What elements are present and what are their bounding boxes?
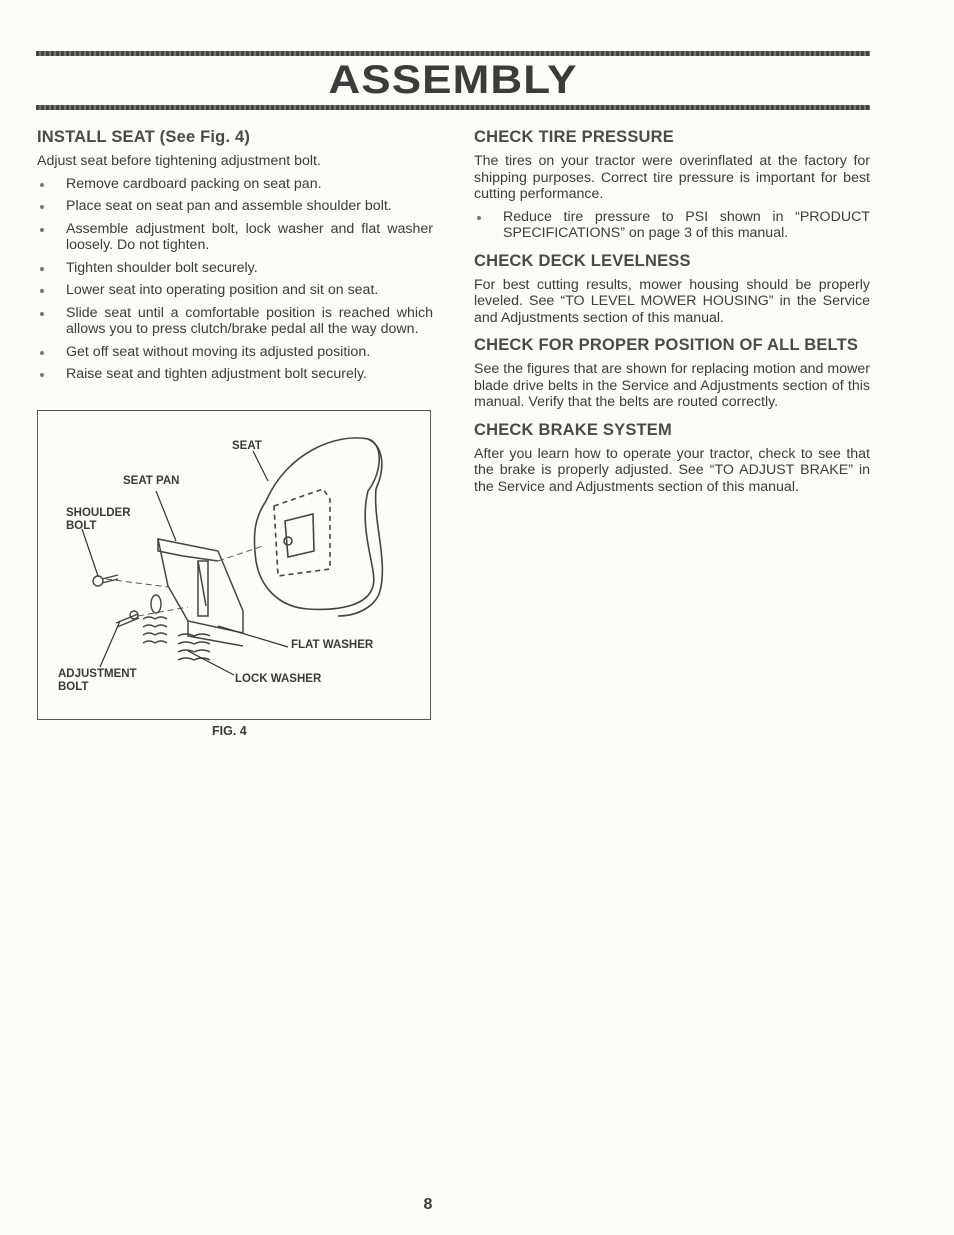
deck-levelness-body: For best cutting results, mower housing should be properly leveled. See “TO LEVEL MOWER HOUSING” in the Service and Adjustments section of this manual.: [474, 276, 870, 326]
brake-system-heading: CHECK BRAKE SYSTEM: [474, 420, 672, 439]
deck-levelness-heading: CHECK DECK LEVELNESS: [474, 251, 691, 270]
label-adjustment-bolt-line2: BOLT: [58, 681, 89, 693]
right-column: [474, 128, 870, 505]
list-item: Raise seat and tighten adjustment bolt securely.: [37, 366, 433, 383]
belts-heading: CHECK FOR PROPER POSITION OF ALL BELTS: [474, 336, 859, 354]
label-flat-washer: FLAT WASHER: [291, 639, 374, 651]
brake-system-section: [474, 421, 870, 496]
label-lock-washer: LOCK WASHER: [235, 673, 322, 685]
page-number: 8: [423, 1196, 433, 1213]
tire-pressure-heading: CHECK TIRE PRESSURE: [474, 128, 674, 146]
label-shoulder-bolt-line1: SHOULDER: [66, 507, 131, 519]
seat-assembly-figure: [37, 410, 431, 720]
label-adjustment-bolt-line1: ADJUSTMENT: [58, 668, 137, 680]
page-title: ASSEMBLY: [328, 58, 578, 102]
list-item: Slide seat until a comfortable position is reached which allows you to press clutch/brake pedal all the way down.: [37, 305, 433, 338]
install-seat-heading: INSTALL SEAT (See Fig. 4): [37, 128, 251, 146]
belts-body: See the figures that are shown for replacing motion and mower blade drive belts in the Service and Adjustments section of this manual. Verify that the belts are routed correctly.: [474, 361, 870, 410]
list-item: Tighten shoulder bolt securely.: [37, 260, 433, 277]
tire-pressure-section: [474, 128, 870, 242]
list-item: Lower seat into operating position and sit on seat.: [37, 282, 433, 299]
belts-section: [474, 336, 870, 411]
left-column: [37, 128, 433, 383]
figure-caption: FIG. 4: [212, 724, 247, 738]
list-item: Place seat on seat pan and assemble shoulder bolt.: [37, 198, 433, 215]
label-seat: SEAT: [232, 440, 262, 452]
label-seat-pan: SEAT PAN: [123, 475, 180, 487]
tire-pressure-body: The tires on your tractor were overinflated at the factory for shipping purposes. Correct tire pressure is important for best cutting performance.: [474, 153, 870, 202]
brake-system-body: After you learn how to operate your tractor, check to see that the brake is properly adjusted. See “TO ADJUST BRAKE” in the Service and Adjustments section of this manual.: [474, 445, 870, 495]
list-item: Get off seat without moving its adjusted position.: [37, 344, 433, 361]
list-item: Reduce tire pressure to PSI shown in “PRODUCT SPECIFICATIONS” on page 3 of this manual.: [474, 209, 870, 242]
tire-pressure-steps: [474, 209, 870, 242]
list-item: Remove cardboard packing on seat pan.: [37, 176, 433, 193]
install-seat-steps: [37, 176, 433, 383]
deck-levelness-section: [474, 252, 870, 327]
install-seat-intro: Adjust seat before tightening adjustment bolt.: [37, 153, 321, 169]
list-item: Assemble adjustment bolt, lock washer and flat washer loosely. Do not tighten.: [37, 221, 433, 254]
label-shoulder-bolt-line2: BOLT: [66, 520, 97, 532]
header-rule-bottom: [36, 105, 870, 110]
